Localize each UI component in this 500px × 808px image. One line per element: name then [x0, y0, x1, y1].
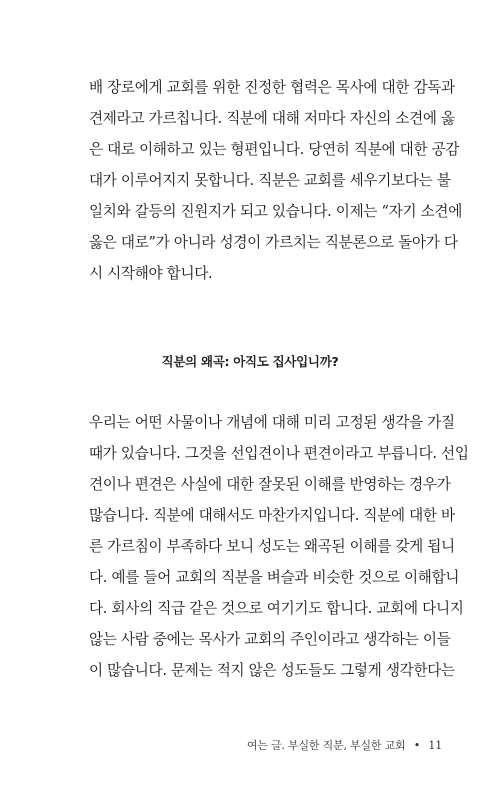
paragraph-line: 이 많습니다. 문제는 적지 않은 성도들도 그렇게 생각한다는 [89, 662, 455, 679]
paragraph-line: 우리는 어떤 사물이나 개념에 대해 미리 고정된 생각을 가질 [89, 414, 455, 431]
page-footer [247, 737, 442, 753]
paragraph-line: 은 대로 이해하고 있는 형편입니다. 당연히 직분에 대한 공감 [89, 141, 460, 158]
paragraph-line: 옳은 대로”가 아니라 성경이 가르치는 직분론으로 돌아가 다 [89, 234, 458, 251]
paragraph-line: 견이나 편견은 사실에 대한 잘못된 이해를 반영하는 경우가 [89, 476, 451, 493]
paragraph-line: 배 장로에게 교회를 위한 진정한 협력은 목사에 대한 감독과 [89, 79, 455, 96]
paragraph-line: 대가 이루어지지 못합니다. 직분은 교회를 세우기보다는 불 [89, 172, 451, 189]
body-paragraph-2 [89, 407, 469, 686]
paragraph-line: 많습니다. 직분에 대해서도 마찬가지입니다. 직분에 대한 바 [89, 507, 455, 524]
section-heading: 직분의 왜곡: 아직도 집사입니까? [161, 354, 339, 369]
running-title: 여는 글. 부실한 직분, 부실한 교회 [246, 739, 406, 752]
body-paragraph-1 [89, 72, 463, 289]
paragraph-line: 다. 예를 들어 교회의 직분을 벼슬과 비슷한 것으로 이해합니 [89, 569, 460, 586]
paragraph-line: 않는 사람 중에는 목사가 교회의 주인이라고 생각하는 이들 [89, 631, 451, 648]
paragraph-line: 시 시작해야 합니다. [89, 265, 213, 282]
paragraph-line: 른 가르침이 부족하다 보니 성도는 왜곡된 이해를 갖게 됩니 [89, 538, 455, 555]
page-number: 11 [428, 739, 442, 752]
paragraph-line: 일치와 갈등의 진원지가 되고 있습니다. 이제는 “자기 소견에 [89, 203, 463, 220]
paragraph-line: 견제라고 가르칩니다. 직분에 대해 저마다 자신의 소견에 옳 [89, 110, 455, 127]
paragraph-line: 다. 회사의 직급 같은 것으로 여기기도 합니다. 교회에 다니지 [89, 600, 464, 617]
footer-separator: • [413, 739, 421, 752]
paragraph-line: 때가 있습니다. 그것을 선입견이나 편견이라고 부릅니다. 선입 [89, 445, 469, 462]
